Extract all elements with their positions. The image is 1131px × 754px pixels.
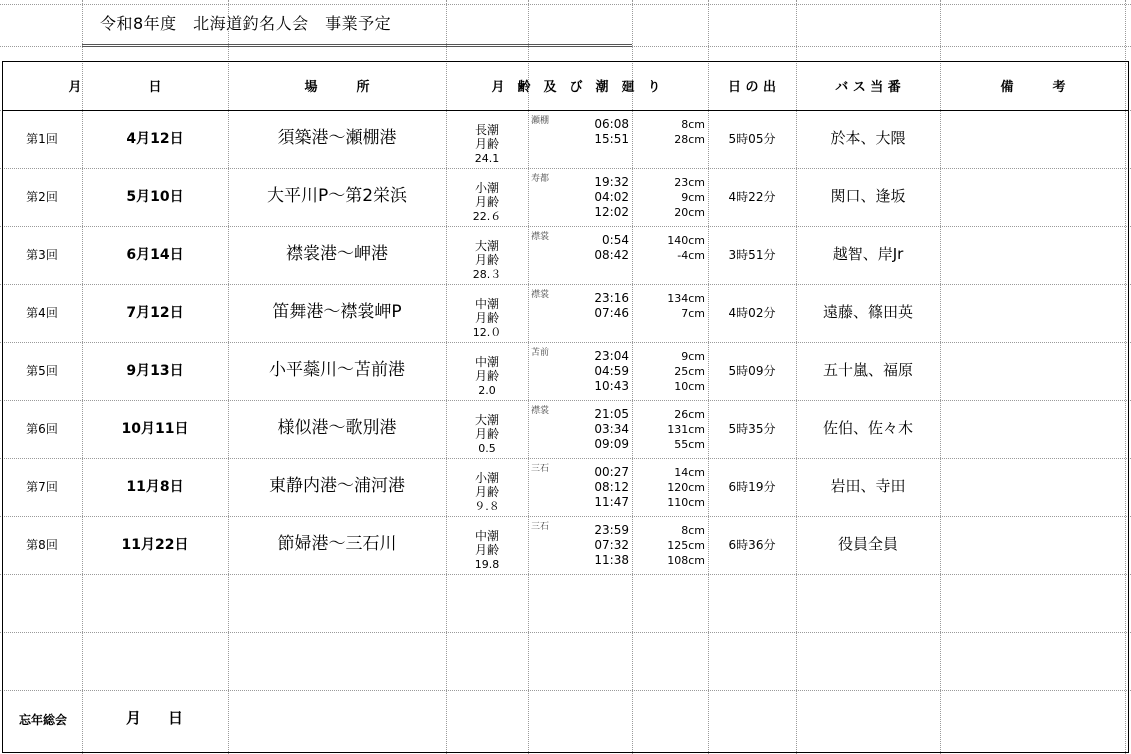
- gridline-h: [0, 168, 1131, 169]
- gridline-h: [0, 4, 1131, 5]
- tide-port: 襟裳: [531, 290, 550, 300]
- border-header-bottom: [2, 110, 1128, 111]
- header-tide: 月 齢 及 び 潮 廻 り: [491, 80, 661, 95]
- round-label: 第5回: [26, 364, 58, 378]
- event-place: 須築港～瀬棚港: [277, 128, 397, 148]
- tide-height: 26cm: [674, 408, 705, 421]
- event-date: 11月22日: [121, 537, 189, 553]
- gridline-v: [1125, 0, 1126, 754]
- tide-height: 8cm: [681, 524, 705, 537]
- round-label: 第6回: [26, 422, 58, 436]
- gridline-h: [0, 284, 1131, 285]
- moon-age: 2.0: [478, 384, 496, 397]
- tide-height: 20cm: [674, 206, 705, 219]
- border-top: [2, 61, 1128, 62]
- tide-height: 8cm: [681, 118, 705, 131]
- tide-height: 120cm: [667, 481, 705, 494]
- tide-port: 寿都: [531, 174, 550, 184]
- tide-time: 07:46: [594, 306, 629, 320]
- gridline-v: [708, 0, 709, 754]
- event-date: 9月13日: [126, 363, 184, 379]
- bus-duty: 佐伯、佐々木: [822, 419, 914, 437]
- moon-age-label: 月齢: [474, 485, 500, 499]
- sunrise-time: 5時35分: [728, 422, 776, 436]
- tide-port: 襟裳: [531, 406, 550, 416]
- border-bottom: [2, 752, 1128, 753]
- tide-height: 10cm: [674, 380, 705, 393]
- gridline-h: [0, 632, 1131, 633]
- tide-phase: 大潮: [474, 239, 500, 253]
- event-date: 4月12日: [126, 131, 184, 147]
- gridline-v: [446, 0, 447, 754]
- tide-time: 11:38: [594, 553, 629, 567]
- tide-port: 三石: [531, 522, 550, 532]
- moon-age-label: 月齢: [474, 311, 500, 325]
- moon-age: 12.０: [472, 326, 502, 339]
- tide-phase: 小潮: [474, 471, 500, 485]
- bus-duty: 於本、大隈: [830, 129, 906, 147]
- header-month: 月: [68, 80, 82, 95]
- tide-time: 11:47: [594, 495, 629, 509]
- tide-time: 23:59: [594, 523, 629, 537]
- tide-height: 108cm: [667, 554, 705, 567]
- moon-age-label: 月齢: [474, 253, 500, 267]
- round-label: 第4回: [26, 306, 58, 320]
- tide-height: 134cm: [667, 292, 705, 305]
- tide-height: 9cm: [681, 350, 705, 363]
- tide-time: 08:42: [594, 248, 629, 262]
- tide-height: 140cm: [667, 234, 705, 247]
- gridline-h: [0, 516, 1131, 517]
- gridline-h: [0, 400, 1131, 401]
- tide-time: 12:02: [594, 205, 629, 219]
- tide-time: 10:43: [594, 379, 629, 393]
- tide-time: 0:54: [602, 233, 629, 247]
- moon-age: 19.8: [474, 558, 500, 571]
- tide-height: 131cm: [667, 423, 705, 436]
- event-date: 11月8日: [126, 479, 184, 495]
- event-date: 10月11日: [121, 421, 189, 437]
- header-remarks: 備 考: [1000, 80, 1066, 95]
- round-label: 第2回: [26, 190, 58, 204]
- bus-duty: 遠藤、篠田英: [822, 303, 914, 321]
- tide-phase: 中潮: [474, 355, 500, 369]
- sunrise-time: 6時19分: [728, 480, 776, 494]
- tide-phase: 長潮: [474, 123, 500, 137]
- tide-port: 襟裳: [531, 232, 550, 242]
- tide-time: 04:59: [594, 364, 629, 378]
- tide-height: 23cm: [674, 176, 705, 189]
- round-label: 第7回: [26, 480, 58, 494]
- tide-height: 55cm: [674, 438, 705, 451]
- tide-time: 09:09: [594, 437, 629, 451]
- gridline-v: [796, 0, 797, 754]
- moon-age: ９.８: [474, 500, 500, 513]
- tide-phase: 小潮: [474, 181, 500, 195]
- tide-height: 28cm: [674, 133, 705, 146]
- tide-height: 25cm: [674, 365, 705, 378]
- moon-age: 0.5: [478, 442, 496, 455]
- tide-height: -4cm: [677, 249, 705, 262]
- tide-time: 04:02: [594, 190, 629, 204]
- round-label: 第1回: [26, 132, 58, 146]
- gridline-h: [0, 458, 1131, 459]
- round-label: 第8回: [26, 538, 58, 552]
- header-place: 場 所: [304, 80, 370, 95]
- moon-age-label: 月齢: [474, 427, 500, 441]
- moon-age: 28.３: [472, 268, 502, 281]
- title-underline: [82, 46, 632, 47]
- sunrise-time: 4時02分: [728, 306, 776, 320]
- gridline-h: [0, 574, 1131, 575]
- tide-time: 08:12: [594, 480, 629, 494]
- border-side: [1128, 61, 1129, 753]
- tide-phase: 中潮: [474, 297, 500, 311]
- gridline-v: [632, 0, 633, 754]
- sunrise-time: 6時36分: [728, 538, 776, 552]
- gridline-v: [940, 0, 941, 754]
- tide-phase: 大潮: [474, 413, 500, 427]
- tide-height: 125cm: [667, 539, 705, 552]
- event-place: 小平蘂川～苫前港: [269, 360, 405, 380]
- round-label: 第3回: [26, 248, 58, 262]
- sunrise-time: 3時51分: [728, 248, 776, 262]
- sunrise-time: 5時05分: [728, 132, 776, 146]
- tide-port: 三石: [531, 464, 550, 474]
- gridline-h: [0, 226, 1131, 227]
- event-place: 様似港～歌別港: [277, 418, 397, 438]
- gridline-v: [228, 0, 229, 754]
- bus-duty: 岩田、寺田: [830, 477, 906, 495]
- event-place: 笛舞港～襟裳岬P: [272, 302, 402, 322]
- event-date: 6月14日: [126, 247, 184, 263]
- gridline-v: [82, 0, 83, 754]
- event-place: 節婦港～三石川: [277, 534, 397, 554]
- bus-duty: 五十嵐、福原: [822, 361, 914, 379]
- moon-age-label: 月齢: [474, 137, 500, 151]
- moon-age-label: 月齢: [474, 369, 500, 383]
- tide-time: 23:04: [594, 349, 629, 363]
- gridline-h: [0, 690, 1131, 691]
- moon-age: 22.６: [472, 210, 502, 223]
- event-place: 大平川P～第2栄浜: [266, 186, 408, 206]
- page-title: 令和8年度 北海道釣名人会 事業予定: [100, 14, 392, 33]
- tide-time: 19:32: [594, 175, 629, 189]
- tide-time: 06:08: [594, 117, 629, 131]
- event-date: 7月12日: [126, 305, 184, 321]
- border-side: [2, 61, 3, 753]
- moon-age-label: 月齢: [474, 195, 500, 209]
- gridline-v: [528, 0, 529, 754]
- bus-duty: 関口、逢坂: [830, 187, 906, 205]
- moon-age-label: 月齢: [474, 543, 500, 557]
- gridline-h: [0, 342, 1131, 343]
- tide-port: 瀬棚: [531, 116, 550, 126]
- sunrise-time: 5時09分: [728, 364, 776, 378]
- tide-port: 苫前: [531, 348, 550, 358]
- event-date: 5月10日: [126, 189, 184, 205]
- header-sunrise: 日 の 出: [727, 80, 777, 95]
- bus-duty: 役員全員: [837, 535, 899, 553]
- bonenkai-label: 忘年総会: [18, 713, 68, 727]
- tide-time: 03:34: [594, 422, 629, 436]
- tide-time: 23:16: [594, 291, 629, 305]
- tide-time: 00:27: [594, 465, 629, 479]
- bonenkai-month: 月: [126, 709, 142, 727]
- tide-height: 14cm: [674, 466, 705, 479]
- moon-age: 24.1: [474, 152, 500, 165]
- event-place: 東静内港～浦河港: [269, 476, 405, 496]
- tide-height: 9cm: [681, 191, 705, 204]
- bus-duty: 越智、岸Jr: [832, 245, 904, 263]
- tide-time: 15:51: [594, 132, 629, 146]
- sunrise-time: 4時22分: [728, 190, 776, 204]
- bonenkai-day: 日: [168, 709, 184, 727]
- tide-height: 110cm: [667, 496, 705, 509]
- event-place: 襟裳港～岬港: [286, 244, 388, 264]
- title-underline: [82, 44, 632, 45]
- header-bus: バ ス 当 番: [835, 80, 901, 95]
- tide-time: 07:32: [594, 538, 629, 552]
- tide-height: 7cm: [681, 307, 705, 320]
- header-day: 日: [148, 80, 162, 95]
- tide-phase: 中潮: [474, 529, 500, 543]
- tide-time: 21:05: [594, 407, 629, 421]
